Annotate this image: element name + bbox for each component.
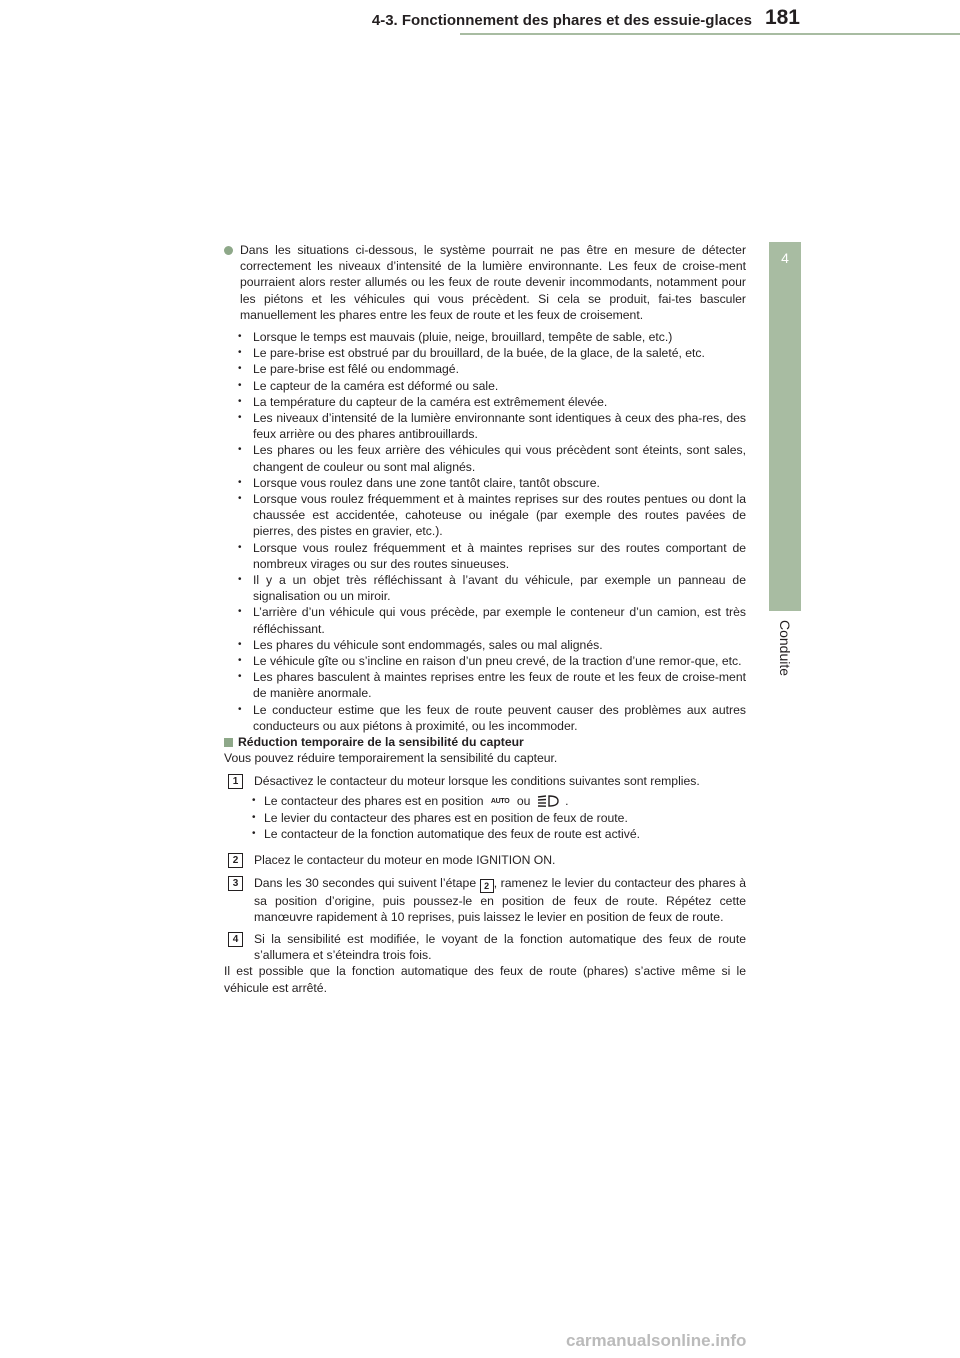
list-item: • La température du capteur de la caméra est extrêmement élevée. <box>238 394 746 410</box>
step-4-text: Si la sensibilité est modifiée, le voyant de la fonction automatique des feux de route s’allumera et s’éteindra trois fois. <box>254 931 746 963</box>
list-item: • Le pare-brise est fêlé ou endommagé. <box>238 361 746 377</box>
step-number-1: 1 <box>228 774 243 789</box>
header-divider <box>460 33 960 35</box>
step-1-text: Désactivez le contacteur du moteur lorsque les conditions suivantes sont remplies. <box>254 773 700 788</box>
section-title: 4-3. Fonctionnement des phares et des essuie-glaces <box>371 12 752 29</box>
step-number-2: 2 <box>228 853 243 868</box>
list-item: • Le contacteur de la fonction automatique des feux de route est activé. <box>252 826 746 842</box>
section-intro: Vous pouvez réduire temporairement la sensibilité du capteur. <box>224 751 558 766</box>
page-content <box>224 242 746 996</box>
step-1 <box>224 773 746 789</box>
step-2 <box>224 852 746 868</box>
list-item: • L’arrière d’un véhicule qui vous précède, par exemple le conteneur d’un camion, est très réfléchissant. <box>238 604 746 636</box>
list-item: • Les niveaux d’intensité de la lumière environnante sont identiques à ceux des pha-res, des feux arrière ou des phares antibrouillards. <box>238 410 746 442</box>
list-item: • Lorsque le temps est mauvais (pluie, neige, brouillard, tempête de sable, etc.) <box>238 329 746 345</box>
page-number: 181 <box>764 6 800 29</box>
step-1-conditions <box>252 793 746 843</box>
list-item: • Lorsque vous roulez dans une zone tantôt claire, tantôt obscure. <box>238 475 746 491</box>
list-item: • Les phares ou les feux arrière des véhicules qui vous précèdent sont éteints, sont sales, changent de couleur ou sont mal alignés. <box>238 442 746 474</box>
list-item: • Le pare-brise est obstrué par du brouillard, de la buée, de la glace, de la saleté, etc. <box>238 345 746 361</box>
step-reference-2: 2 <box>480 879 494 893</box>
step-number-4: 4 <box>228 932 243 947</box>
headlight-beam-icon <box>537 795 559 807</box>
step-2-text: Placez le contacteur du moteur en mode IGNITION ON. <box>254 853 556 868</box>
step-3: 3 Dans les 30 secondes qui suivent l’étape 2 , ramenez le levier du contacteur des phares à sa position d’origine, puis poussez-le en position de feux de route. Répétez cette manœuvre rapidement à 10 reprises, puis laissez le levier en position de feux de route. <box>224 875 746 925</box>
list-item: • Les phares du véhicule sont endommagés, sales ou mal alignés. <box>238 637 746 653</box>
list-item: • Lorsque vous roulez fréquemment et à maintes reprises sur des routes pentues ou dont la chaussée est accidentée, cahoteuse ou inégale (par exemple des routes pavées de pierres, des pistes en gravier, etc.). <box>238 491 746 540</box>
section-heading-text: Réduction temporaire de la sensibilité du capteur <box>238 735 524 750</box>
closing-note: Il est possible que la fonction automatique des feux de route (phares) s’active même si le véhicule est arrêté. <box>224 964 746 995</box>
section-heading <box>224 734 746 750</box>
list-item: • Le contacteur des phares est en position AUTO ou . <box>252 793 746 810</box>
list-item: • Lorsque vous roulez fréquemment et à maintes reprises sur des routes comportant de nombreux virages ou sur des routes sinueuses. <box>238 540 746 572</box>
chapter-label: Conduite <box>777 619 793 677</box>
watermark: carmanualsonline.info <box>566 1331 747 1350</box>
auto-headlight-icon: AUTO <box>490 797 510 805</box>
chapter-tab <box>769 242 801 611</box>
list-item: • Il y a un objet très réfléchissant à l’avant du véhicule, par exemple un panneau de signalisation ou un miroir. <box>238 572 746 604</box>
main-paragraph <box>224 242 746 323</box>
step-4 <box>224 931 746 963</box>
situations-list <box>238 329 746 734</box>
main-paragraph-text: Dans les situations ci-dessous, le système pourrait ne pas être en mesure de détecter correctement les niveaux d’intensité de la lumière environnante. Les feux de croise-ment pourraient alors rester allumés ou les feux de route devenir incommodants, notamment pour les piétons et les véhicules qui vous précèdent. Si cela se produit, fai-tes basculer manuellement les phares entre les feux de route et les feux de croisement. <box>240 243 746 322</box>
list-item: • Le levier du contacteur des phares est en position de feux de route. <box>252 810 746 826</box>
list-item: • Le capteur de la caméra est déformé ou sale. <box>238 378 746 394</box>
list-item: • Le conducteur estime que les feux de route peuvent causer des problèmes aux autres conducteurs ou aux piétons à proximité, ou les incommoder. <box>238 702 746 734</box>
square-bullet-icon <box>224 738 233 747</box>
list-item: • Le véhicule gîte ou s’incline en raison d’un pneu crevé, de la traction d’une remor-que, etc. <box>238 653 746 669</box>
chapter-number: 4 <box>781 250 789 266</box>
step-number-3: 3 <box>228 876 243 891</box>
circle-bullet-icon <box>224 246 233 255</box>
list-item: • Les phares basculent à maintes reprises entre les feux de route et les feux de croise-ment de manière anormale. <box>238 669 746 701</box>
page-header <box>300 0 800 62</box>
